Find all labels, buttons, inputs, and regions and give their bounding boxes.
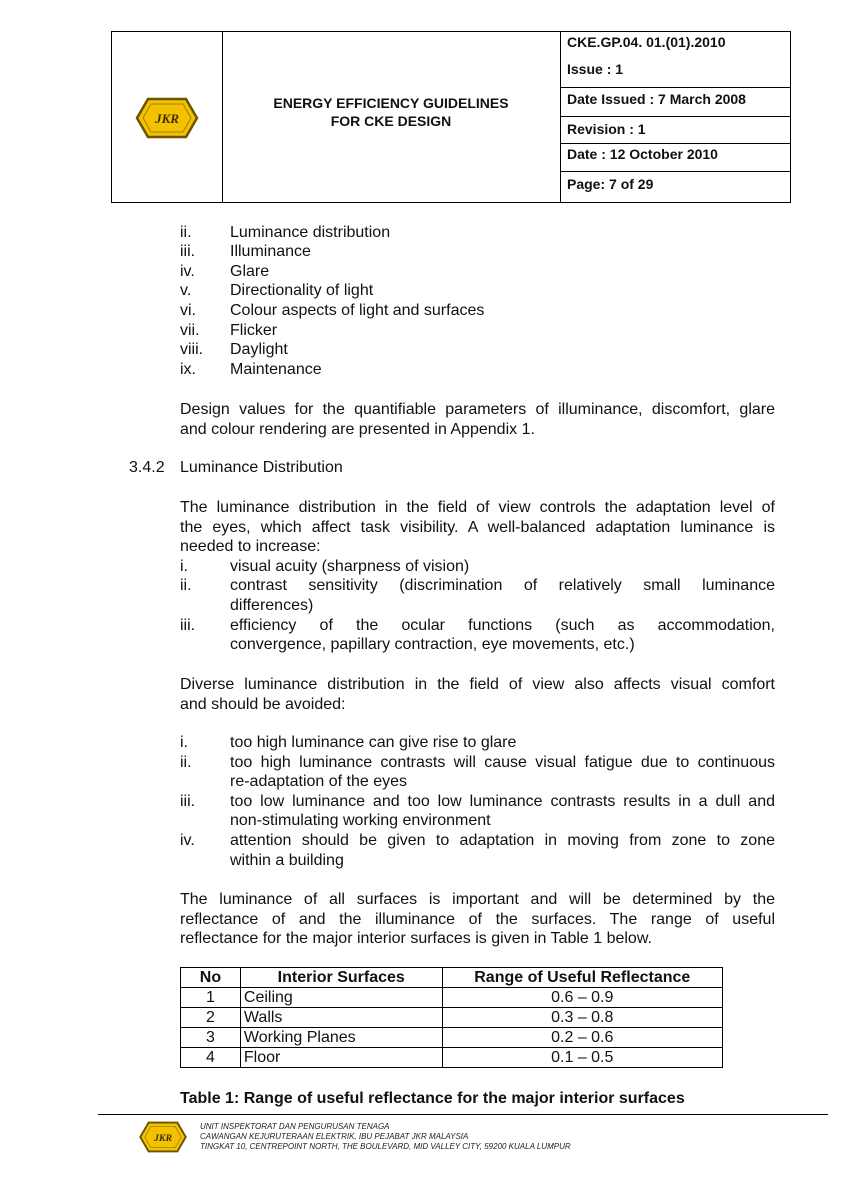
list-item-number: ii. — [180, 577, 192, 594]
reflectance-table — [180, 967, 723, 1068]
list-item-number: iii. — [180, 793, 196, 810]
list-item: Colour aspects of light and surfaces — [230, 302, 485, 319]
meta-code-issue — [561, 32, 790, 88]
list-item: Glare — [230, 263, 270, 280]
paragraph-line: Diverse luminance distribution in the field of view also affects visual comfort — [180, 676, 775, 693]
list-item-number: vi. — [180, 302, 196, 319]
section-title: Luminance Distribution — [180, 459, 343, 476]
table-cell-range: 0.6 – 0.9 — [442, 988, 722, 1008]
footer-logo-text: JKR — [153, 1132, 173, 1144]
list-item: too high luminance contrasts will cause visual fatigue due to continuous — [230, 754, 775, 771]
list-item: Maintenance — [230, 361, 322, 378]
table-cell-surface: Floor — [240, 1048, 442, 1068]
list-item-number: iv. — [180, 263, 195, 280]
table-cell-no: 3 — [181, 1028, 241, 1048]
table-cell-range: 0.2 – 0.6 — [442, 1028, 722, 1048]
list-item-number: ii. — [180, 224, 192, 241]
footer-address — [200, 1122, 571, 1152]
table-cell-no: 2 — [181, 1008, 241, 1028]
paragraph-line: needed to increase: — [180, 538, 321, 555]
list-item-number: ix. — [180, 361, 196, 378]
doc-code: CKE.GP.04. 01.(01).2010 — [567, 34, 726, 50]
paragraph-line: the eyes, which affect task visibility. A well-balanced adaptation luminance is — [180, 518, 775, 536]
meta-date-issued — [561, 88, 790, 117]
footer-divider — [98, 1114, 828, 1115]
list-item-continuation: convergence, papillary contraction, eye movements, etc.) — [230, 636, 635, 653]
document-header — [111, 31, 791, 203]
design-values-paragraph — [180, 400, 775, 439]
reflectance-paragraph — [180, 890, 775, 949]
table-header-no: No — [181, 968, 241, 988]
table-row — [181, 988, 723, 1008]
table-cell-range: 0.1 – 0.5 — [442, 1048, 722, 1068]
table-row — [181, 1048, 723, 1068]
paragraph-line: Design values for the quantifiable parameters of illuminance, discomfort, glare — [180, 401, 775, 418]
list-item-number: i. — [180, 734, 188, 751]
title-line-1: ENERGY EFFICIENCY GUIDELINES — [273, 95, 509, 111]
list-item: too low luminance and too low luminance contrasts results in a dull and — [230, 793, 775, 810]
list-item-number: vii. — [180, 322, 200, 339]
paragraph-line: The luminance distribution in the field of view controls the adaptation level of — [180, 499, 775, 516]
section-number: 3.4.2 — [129, 459, 165, 476]
paragraph-line: reflectance of and the illuminance of the surfaces. The range of useful — [180, 910, 775, 928]
jkr-logo — [134, 96, 200, 140]
luminance-distribution-paragraph — [180, 498, 775, 557]
meta-date — [561, 144, 790, 172]
table-row — [181, 1008, 723, 1028]
footer-line-3: TINGKAT 10, CENTREPOINT NORTH, THE BOULEVARD, MID VALLEY CITY, 59200 KUALA LUMPUR — [200, 1142, 571, 1151]
issue-number: Issue : 1 — [567, 61, 624, 77]
paragraph-line: and colour rendering are presented in Appendix 1. — [180, 420, 535, 438]
list-item: visual acuity (sharpness of vision) — [230, 558, 470, 575]
list-item: contrast sensitivity (discrimination of relatively small luminance — [230, 577, 775, 594]
table-cell-no: 1 — [181, 988, 241, 1008]
paragraph-line: reflectance for the major interior surfaces is given in Table 1 below. — [180, 930, 652, 947]
list-item-number: iii. — [180, 617, 196, 634]
list-item: attention should be given to adaptation in moving from zone to zone — [230, 832, 775, 849]
table-header-row — [181, 968, 723, 988]
document-title — [222, 94, 560, 130]
list-item-number: iii. — [180, 243, 196, 260]
list-item-continuation: within a building — [230, 852, 344, 869]
list-item: Flicker — [230, 322, 278, 339]
meta-page — [561, 172, 790, 202]
table-header-surface: Interior Surfaces — [240, 968, 442, 988]
list-item: Illuminance — [230, 243, 311, 260]
revision: Revision : 1 — [567, 121, 646, 137]
jkr-logo-text: JKR — [155, 111, 179, 126]
date-issued: Date Issued : 7 March 2008 — [567, 91, 746, 107]
list-item: Directionality of light — [230, 282, 374, 299]
footer-jkr-logo — [138, 1120, 188, 1154]
table-caption: Table 1: Range of useful reflectance for the major interior surfaces — [180, 1090, 685, 1107]
table-cell-no: 4 — [181, 1048, 241, 1068]
list-item-continuation: non-stimulating working environment — [230, 812, 491, 829]
list-item: efficiency of the ocular functions (such as accommodation, — [230, 617, 775, 634]
header-logo-cell — [112, 32, 223, 202]
list-item-number: iv. — [180, 832, 195, 849]
diverse-luminance-paragraph — [180, 675, 775, 714]
table-cell-surface: Walls — [240, 1008, 442, 1028]
page-number: Page: 7 of 29 — [567, 176, 654, 192]
paragraph-line: The luminance of all surfaces is important and will be determined by the — [180, 891, 775, 908]
header-meta-cell — [561, 32, 790, 202]
list-item-number: v. — [180, 282, 192, 299]
list-item: Daylight — [230, 341, 288, 358]
list-item-continuation: differences) — [230, 597, 314, 614]
table-cell-surface: Ceiling — [240, 988, 442, 1008]
header-title-cell — [222, 32, 561, 202]
list-item: Luminance distribution — [230, 224, 391, 241]
footer-line-2: CAWANGAN KEJURUTERAAN ELEKTRIK, IBU PEJABAT JKR MALAYSIA — [200, 1132, 469, 1141]
list-item: too high luminance can give rise to glare — [230, 734, 517, 751]
list-item-number: i. — [180, 558, 188, 575]
list-item-number: ii. — [180, 754, 192, 771]
revision-date: Date : 12 October 2010 — [567, 146, 718, 162]
table-row — [181, 1028, 723, 1048]
list-item-continuation: re-adaptation of the eyes — [230, 773, 408, 790]
list-item-number: viii. — [180, 341, 204, 358]
table-cell-range: 0.3 – 0.8 — [442, 1008, 722, 1028]
meta-revision — [561, 117, 790, 144]
paragraph-line: and should be avoided: — [180, 695, 346, 713]
table-header-range: Range of Useful Reflectance — [442, 968, 722, 988]
title-line-2: FOR CKE DESIGN — [330, 113, 452, 129]
table-cell-surface: Working Planes — [240, 1028, 442, 1048]
footer-line-1: UNIT INSPEKTORAT DAN PENGURUSAN TENAGA — [200, 1122, 390, 1131]
